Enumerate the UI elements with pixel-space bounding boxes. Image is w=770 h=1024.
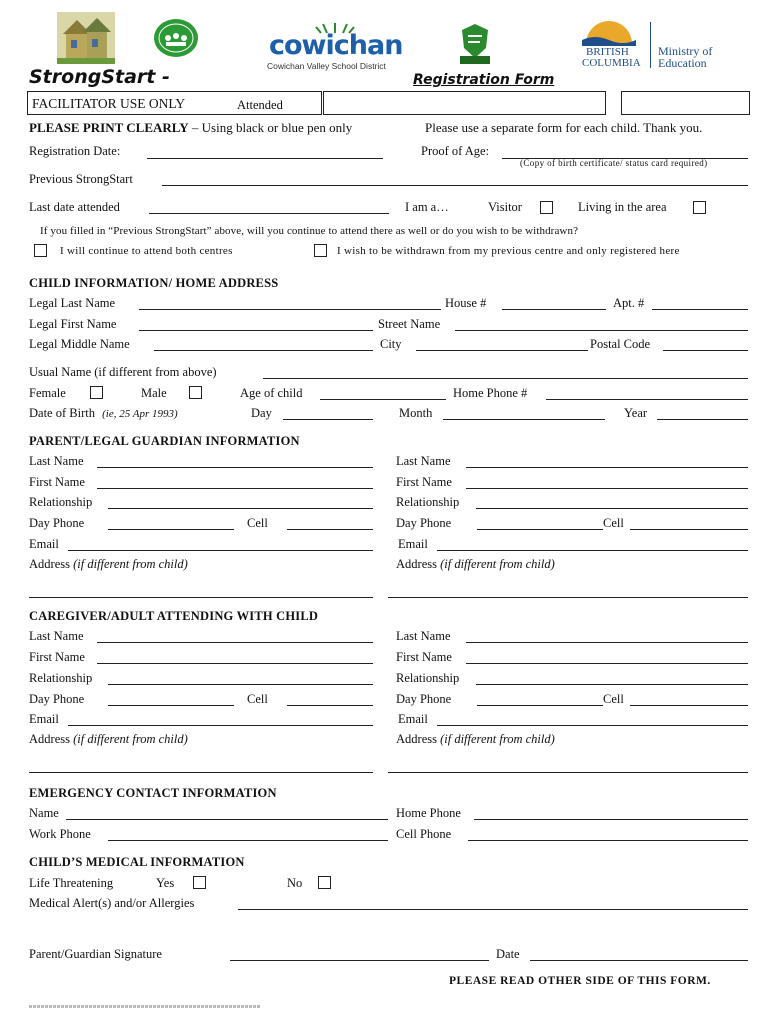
postal-code-label: Postal Code <box>590 337 651 351</box>
male-label: Male <box>141 386 167 400</box>
caregiver2-last-name-field[interactable] <box>466 642 748 643</box>
signature-date-field[interactable] <box>530 960 748 961</box>
caregiver1-email-field[interactable] <box>68 725 373 726</box>
usual-name-field[interactable] <box>263 378 748 379</box>
parent1-address-label: Address (if different from child) <box>29 557 188 571</box>
home-phone-field[interactable] <box>546 399 748 400</box>
caregiver2-address-field[interactable] <box>388 772 748 773</box>
year-field[interactable] <box>657 419 748 420</box>
caregiver2-first-name-label: First Name <box>396 650 452 664</box>
signature-field[interactable] <box>230 960 489 961</box>
home-phone-label: Home Phone # <box>453 386 528 400</box>
legal-last-name-field[interactable] <box>139 309 441 310</box>
emergency-home-phone-label: Home Phone <box>396 806 461 820</box>
registration-form-title: Registration Form <box>413 72 555 88</box>
i-am-a-label: I am a… <box>405 200 449 214</box>
legal-middle-name-label: Legal Middle Name <box>29 337 130 351</box>
city-field[interactable] <box>416 350 588 351</box>
print-clearly-note: PLEASE PRINT CLEARLY – Using black or blue pen only <box>29 120 353 135</box>
medical-alerts-field[interactable] <box>238 909 748 910</box>
bc-line2: COLUMBIA <box>582 57 641 69</box>
medical-heading: CHILD’S MEDICAL INFORMATION <box>29 855 245 869</box>
continue-both-checkbox[interactable] <box>34 244 47 257</box>
house-number-field[interactable] <box>502 309 606 310</box>
parent1-relationship-label: Relationship <box>29 495 93 509</box>
male-checkbox[interactable] <box>189 386 202 399</box>
emergency-cell-phone-field[interactable] <box>468 840 748 841</box>
bc-sun-icon <box>582 18 636 46</box>
parent2-last-name-field[interactable] <box>466 467 748 468</box>
caregiver1-last-name-field[interactable] <box>97 642 373 643</box>
living-in-area-checkbox[interactable] <box>693 201 706 214</box>
child-info-heading: CHILD INFORMATION/ HOME ADDRESS <box>29 276 279 290</box>
caregiver1-cell-field[interactable] <box>287 705 373 706</box>
cowichan-wordmark: cowichan <box>269 30 403 61</box>
caregiver1-email-label: Email <box>29 712 59 726</box>
month-label: Month <box>399 406 433 420</box>
signature-label: Parent/Guardian Signature <box>29 947 162 961</box>
previous-strongstart-field[interactable] <box>162 185 748 186</box>
signature-date-label: Date <box>496 947 520 961</box>
last-date-attended-label: Last date attended <box>29 200 120 214</box>
parent-heading: PARENT/LEGAL GUARDIAN INFORMATION <box>29 434 300 448</box>
facilitator-field-1[interactable] <box>323 91 606 115</box>
parent2-last-name-label: Last Name <box>396 454 451 468</box>
caregiver2-last-name-label: Last Name <box>396 629 451 643</box>
parent2-day-phone-field[interactable] <box>477 529 603 530</box>
last-date-attended-field[interactable] <box>149 213 389 214</box>
day-field[interactable] <box>283 419 373 420</box>
caregiver2-relationship-field[interactable] <box>476 684 748 685</box>
read-other-side-note: PLEASE READ OTHER SIDE OF THIS FORM. <box>449 975 711 987</box>
green-circle-logo <box>153 18 199 58</box>
dob-label <box>29 406 178 421</box>
parent2-email-label: Email <box>398 537 428 551</box>
proof-of-age-label: Proof of Age: <box>421 144 490 158</box>
continue-question: If you filled in “Previous StrongStart” above, will you continue to attend there as well or do you wish to be withdrawn? <box>40 225 579 237</box>
life-threatening-label: Life Threatening <box>29 876 114 890</box>
strongstart-title: StrongStart - <box>29 66 170 88</box>
facilitator-label: FACILITATOR USE ONLY <box>32 96 186 111</box>
parent2-first-name-label: First Name <box>396 475 452 489</box>
cowichan-logo <box>265 20 405 72</box>
apt-field[interactable] <box>652 309 748 310</box>
street-name-label: Street Name <box>378 317 441 331</box>
caregiver2-cell-label: Cell <box>603 692 624 706</box>
year-label: Year <box>624 406 648 420</box>
caregiver2-cell-field[interactable] <box>630 705 748 706</box>
age-of-child-field[interactable] <box>320 399 446 400</box>
emergency-name-label: Name <box>29 806 59 820</box>
withdraw-checkbox[interactable] <box>314 244 327 257</box>
visitor-label: Visitor <box>488 200 522 214</box>
dob-example: (ie, 25 Apr 1993) <box>102 408 178 420</box>
dob-text: Date of Birth <box>29 406 95 420</box>
city-label: City <box>380 337 402 351</box>
age-of-child-label: Age of child <box>240 386 303 400</box>
legal-first-name-label: Legal First Name <box>29 317 117 331</box>
parent2-day-phone-label: Day Phone <box>396 516 452 530</box>
emergency-work-phone-field[interactable] <box>108 840 388 841</box>
bc-line1: BRITISH <box>586 46 629 58</box>
continue-both-label: I will continue to attend both centres <box>60 245 233 257</box>
caregiver2-email-field[interactable] <box>437 725 748 726</box>
separate-form-note: Please use a separate form for each child. Thank you. <box>425 120 703 135</box>
parent1-email-field[interactable] <box>68 550 373 551</box>
parent1-day-phone-label: Day Phone <box>29 516 85 530</box>
caregiver2-day-phone-label: Day Phone <box>396 692 452 706</box>
emergency-work-phone-label: Work Phone <box>29 827 91 841</box>
green-shield-logo <box>456 22 494 64</box>
caregiver1-address-label: Address (if different from child) <box>29 732 188 746</box>
street-name-field[interactable] <box>455 330 748 331</box>
parent2-email-field[interactable] <box>437 550 748 551</box>
caregiver1-last-name-label: Last Name <box>29 629 84 643</box>
parent2-relationship-field[interactable] <box>476 508 748 509</box>
house-number-label: House # <box>445 296 487 310</box>
parent1-last-name-field[interactable] <box>97 467 373 468</box>
visitor-checkbox[interactable] <box>540 201 553 214</box>
life-threatening-yes-checkbox[interactable] <box>193 876 206 889</box>
caregiver2-day-phone-field[interactable] <box>477 705 603 706</box>
caregiver2-email-label: Email <box>398 712 428 726</box>
female-checkbox[interactable] <box>90 386 103 399</box>
parent1-first-name-field[interactable] <box>97 488 373 489</box>
caregiver2-address-label: Address (if different from child) <box>396 732 555 746</box>
caregiver1-relationship-label: Relationship <box>29 671 93 685</box>
parent2-first-name-field[interactable] <box>466 488 748 489</box>
proof-of-age-note: (Copy of birth certificate/ status card required) <box>520 158 708 168</box>
emergency-heading: EMERGENCY CONTACT INFORMATION <box>29 786 277 800</box>
caregiver1-day-phone-field[interactable] <box>108 705 234 706</box>
female-label: Female <box>29 386 66 400</box>
bc-ministry-logo <box>582 18 732 72</box>
parent1-last-name-label: Last Name <box>29 454 84 468</box>
ministry-line2: Education <box>658 56 707 70</box>
life-threatening-no-checkbox[interactable] <box>318 876 331 889</box>
caregiver1-day-phone-label: Day Phone <box>29 692 85 706</box>
strongstart-house-logo <box>57 12 115 64</box>
caregiver1-address-field[interactable] <box>29 772 373 773</box>
parent2-address-label: Address (if different from child) <box>396 557 555 571</box>
no-label: No <box>287 876 303 890</box>
parent1-address-field[interactable] <box>29 597 373 598</box>
ministry-line1: Ministry of <box>658 44 713 58</box>
living-in-area-label: Living in the area <box>578 200 667 214</box>
registration-date-label: Registration Date: <box>29 144 121 158</box>
usual-name-label: Usual Name (if different from above) <box>29 365 217 379</box>
caregiver2-first-name-field[interactable] <box>466 663 748 664</box>
parent2-relationship-label: Relationship <box>396 495 460 509</box>
parent1-first-name-label: First Name <box>29 475 85 489</box>
caregiver1-first-name-label: First Name <box>29 650 85 664</box>
registration-date-field[interactable] <box>147 158 383 159</box>
yes-label: Yes <box>156 876 175 890</box>
district-name: Cowichan Valley School District <box>267 61 386 71</box>
parent2-cell-label: Cell <box>603 516 624 530</box>
parent2-cell-field[interactable] <box>630 529 748 530</box>
caregiver1-cell-label: Cell <box>247 692 268 706</box>
legal-middle-name-field[interactable] <box>154 350 373 351</box>
parent1-relationship-field[interactable] <box>108 508 373 509</box>
medical-alerts-label: Medical Alert(s) and/or Allergies <box>29 896 195 910</box>
logo-divider <box>650 22 651 68</box>
emergency-home-phone-field[interactable] <box>474 819 748 820</box>
postal-code-field[interactable] <box>663 350 748 351</box>
parent2-address-field[interactable] <box>388 597 748 598</box>
emergency-cell-phone-label: Cell Phone <box>396 827 452 841</box>
parent1-cell-field[interactable] <box>287 529 373 530</box>
parent1-cell-label: Cell <box>247 516 268 530</box>
footer-fine-print <box>29 1005 261 1008</box>
caregiver-heading: CAREGIVER/ADULT ATTENDING WITH CHILD <box>29 609 319 623</box>
withdraw-label: I wish to be withdrawn from my previous centre and only registered here <box>337 245 680 257</box>
day-label: Day <box>251 406 272 420</box>
apt-label: Apt. # <box>613 296 645 310</box>
legal-last-name-label: Legal Last Name <box>29 296 116 310</box>
attended-label: Attended <box>237 98 283 112</box>
legal-first-name-field[interactable] <box>139 330 373 331</box>
caregiver1-first-name-field[interactable] <box>97 663 373 664</box>
previous-strongstart-label: Previous StrongStart <box>29 172 133 186</box>
caregiver2-relationship-label: Relationship <box>396 671 460 685</box>
parent1-email-label: Email <box>29 537 59 551</box>
month-field[interactable] <box>443 419 605 420</box>
parent1-day-phone-field[interactable] <box>108 529 234 530</box>
emergency-name-field[interactable] <box>66 819 388 820</box>
facilitator-field-2[interactable] <box>621 91 750 115</box>
caregiver1-relationship-field[interactable] <box>108 684 373 685</box>
